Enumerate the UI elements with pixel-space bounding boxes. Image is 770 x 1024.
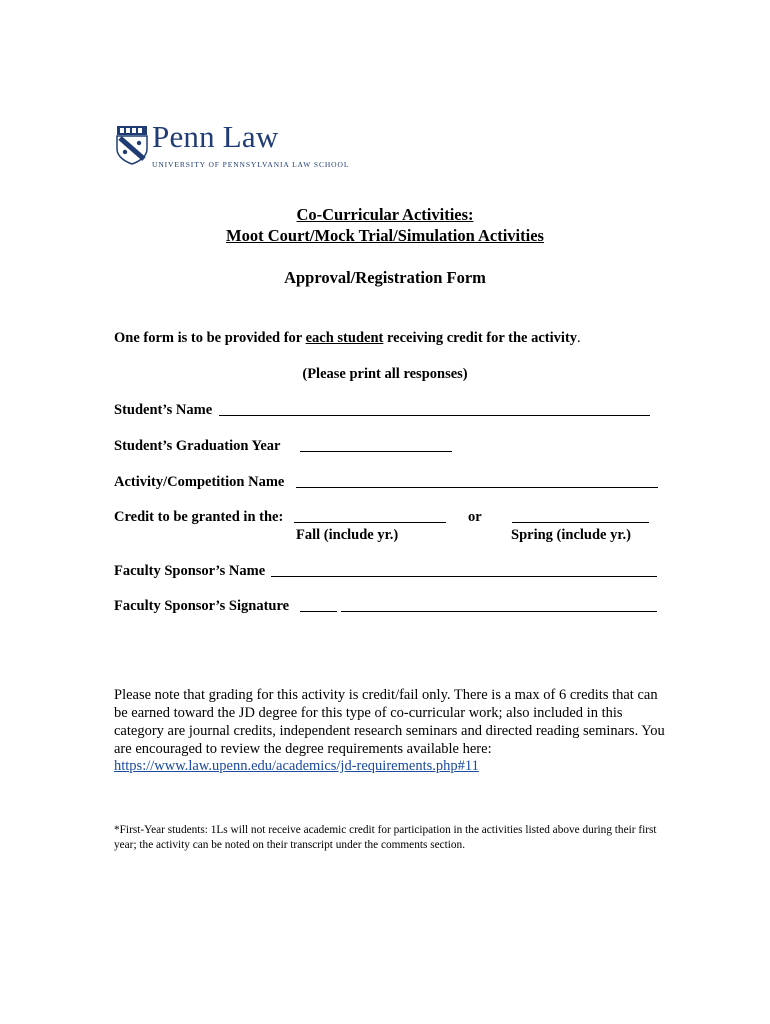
or-label: or	[468, 509, 482, 525]
sponsor-name-label: Faculty Sponsor’s Name	[114, 563, 266, 579]
form-title: Approval/Registration Form	[284, 268, 486, 287]
jd-requirements-link[interactable]: https://www.law.upenn.edu/academics/jd-requirements.php#11	[114, 758, 479, 774]
spring-label: Spring (include yr.)	[511, 527, 631, 543]
sponsor-signature-prefix-line[interactable]	[300, 611, 337, 612]
logo-wordmark: Penn Law	[152, 119, 279, 154]
fall-label: Fall (include yr.)	[296, 527, 399, 543]
intro-text: One form is to be provided for each student receiving credit for the activity.	[114, 330, 581, 346]
spring-credit-field[interactable]	[512, 522, 649, 523]
print-instruction: (Please print all responses)	[302, 366, 468, 382]
student-name-label: Student’s Name	[114, 402, 213, 418]
each-student-emphasis: each student	[305, 330, 384, 346]
page-subtitle: Moot Court/Mock Trial/Simulation Activities	[226, 226, 544, 245]
first-year-footnote: *First-Year students: 1Ls will not receive academic credit for participation in the activities listed above during their first year; the activity can be noted on their transcript under the comments section.	[114, 824, 657, 851]
grading-note: Please note that grading for this activity is credit/fail only. There is a max of 6 credits that can be earned toward the JD degree for this type of co-curricular work; also included in this category are journal credits, independent research seminars and directed reading seminars. You are encouraged to review the degree requirements available here:	[114, 687, 665, 757]
graduation-year-field[interactable]	[300, 451, 452, 452]
sponsor-name-field[interactable]	[271, 576, 657, 577]
sponsor-signature-field[interactable]	[341, 611, 657, 612]
sponsor-signature-label: Faculty Sponsor’s Signature	[114, 598, 290, 614]
logo-subtitle: UNIVERSITY OF PENNSYLVANIA LAW SCHOOL	[152, 160, 350, 169]
fall-credit-field[interactable]	[294, 522, 446, 523]
activity-name-label: Activity/Competition Name	[114, 474, 285, 490]
student-name-field[interactable]	[219, 415, 650, 416]
shield-icon	[116, 125, 148, 165]
credit-label: Credit to be granted in the:	[114, 509, 284, 525]
page-title: Co-Curricular Activities:	[296, 205, 474, 224]
graduation-year-label: Student’s Graduation Year	[114, 438, 281, 454]
activity-name-field[interactable]	[296, 487, 658, 488]
